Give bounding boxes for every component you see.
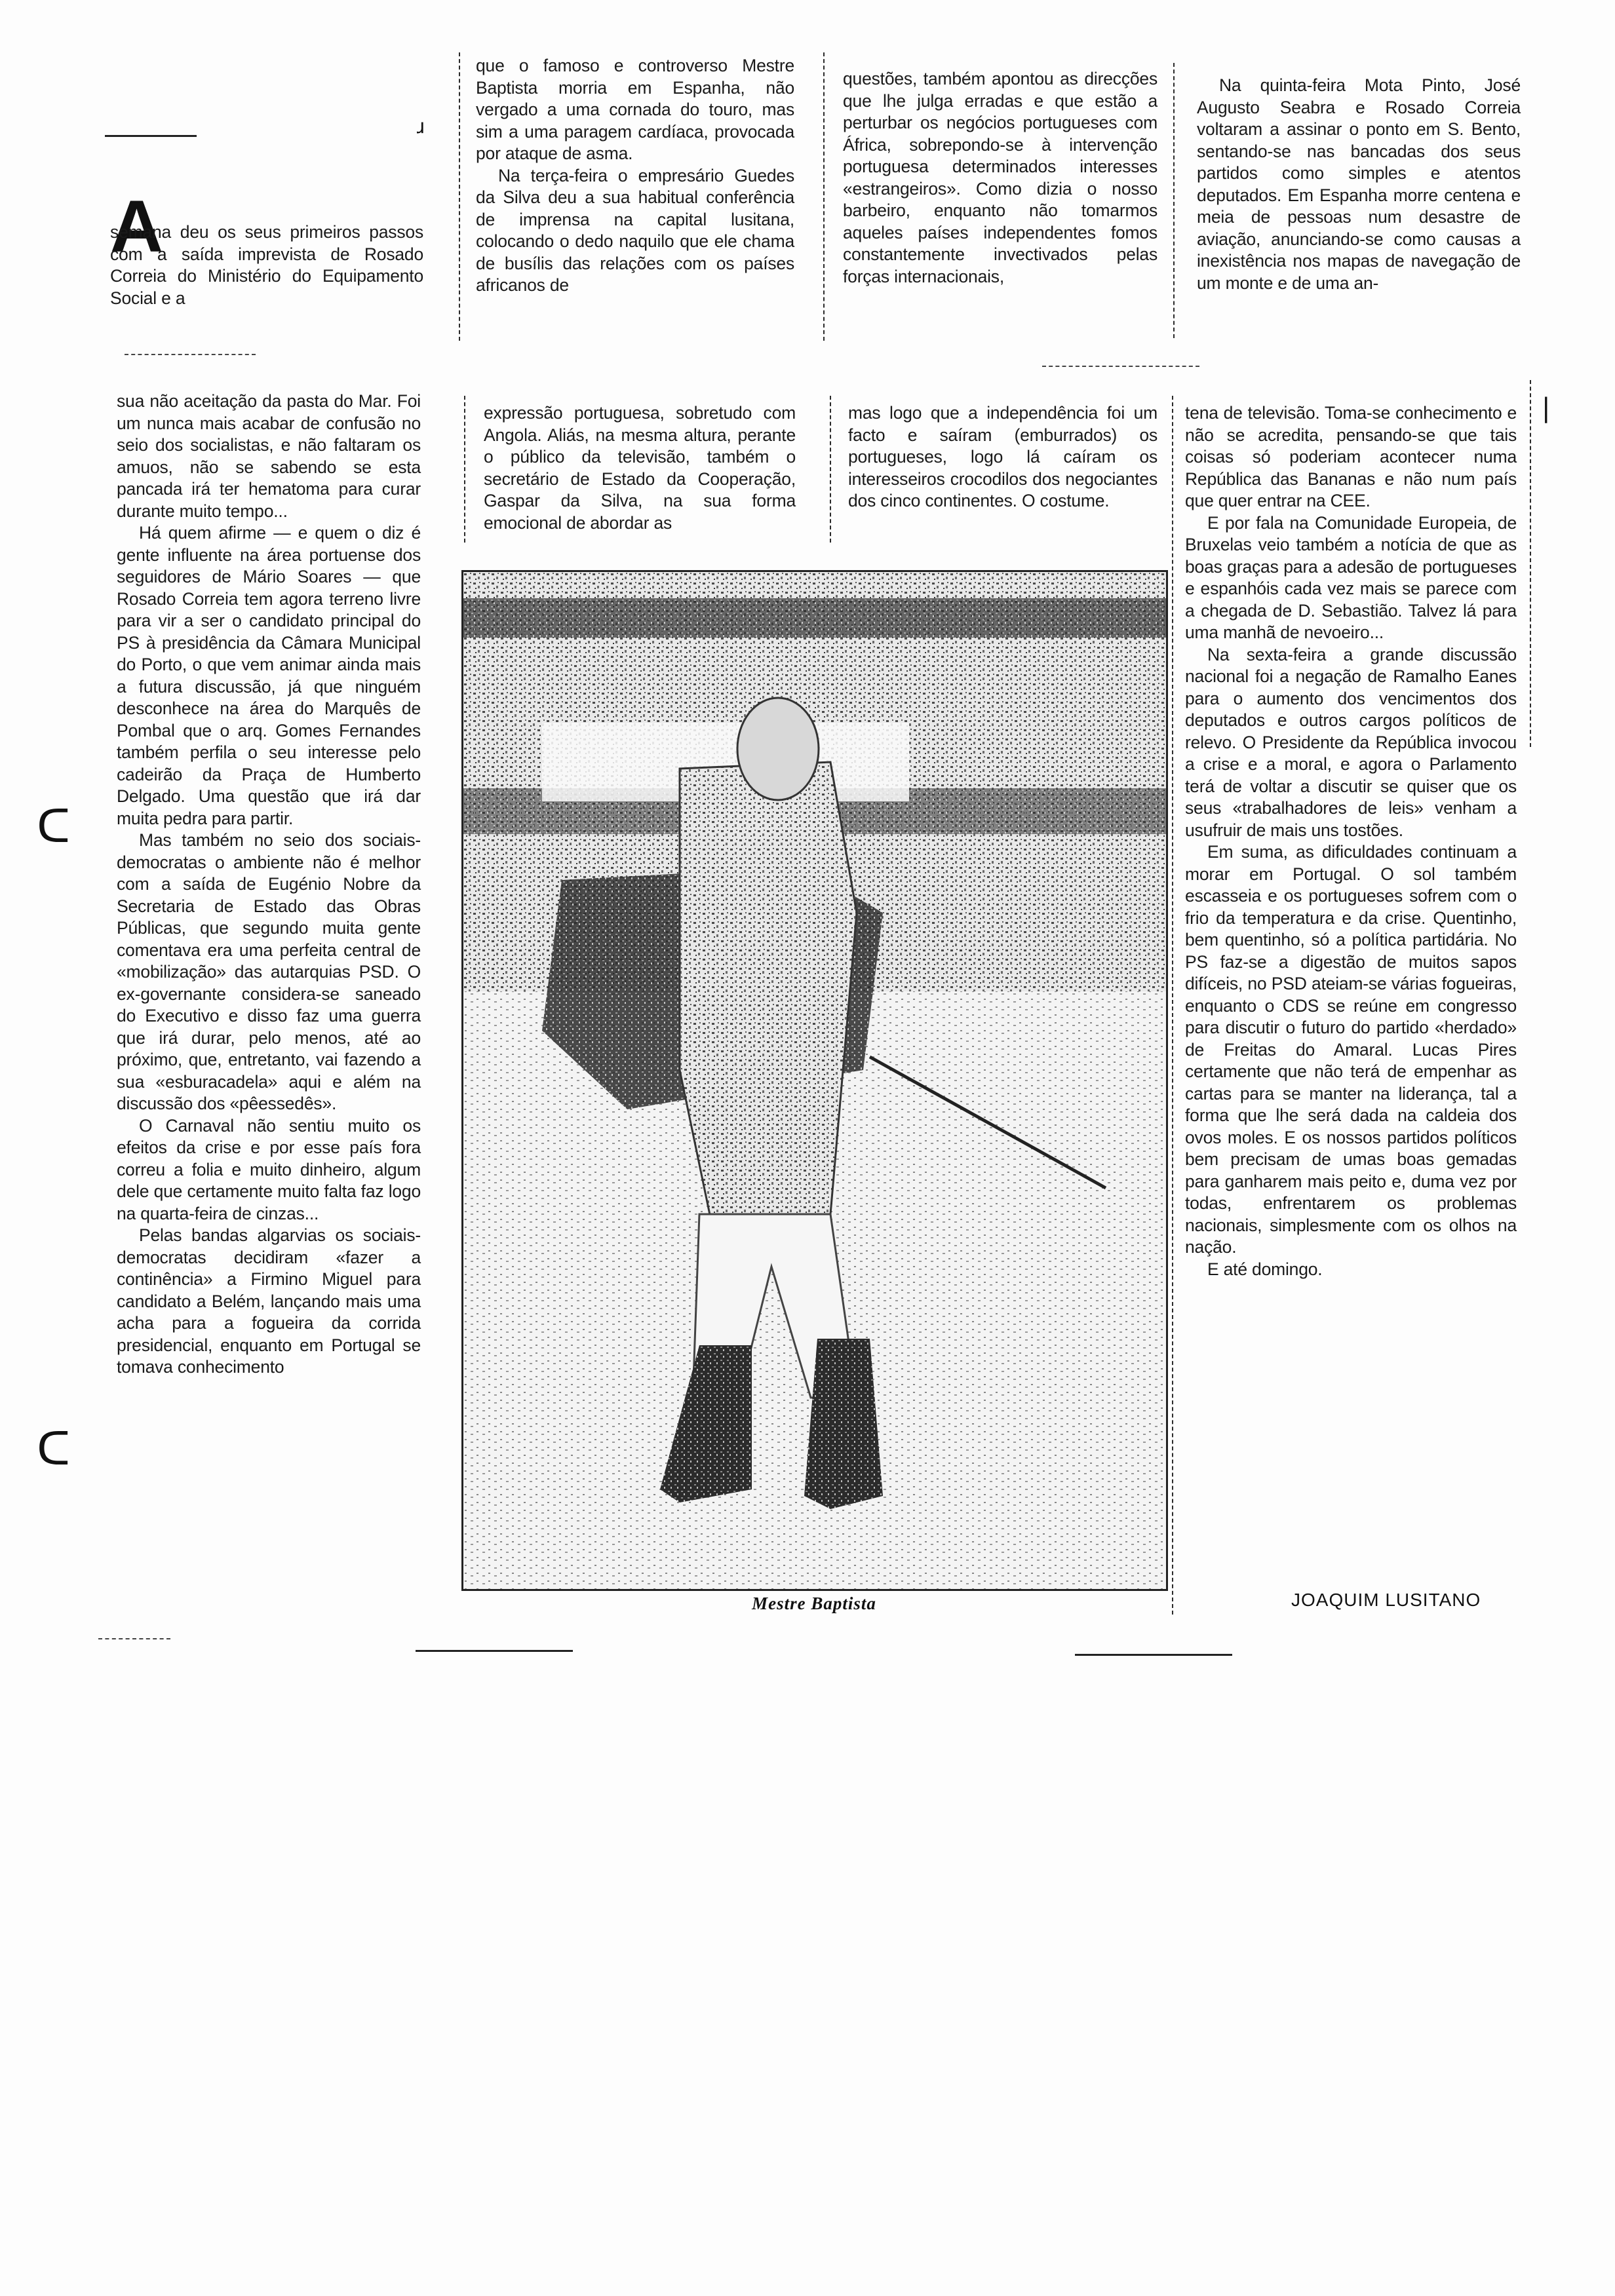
column-1-main	[117, 391, 421, 1379]
paragraph: Em suma, as dificuldades continuam a morar em Portugal. O sol também escasseia e os portugueses sofrem com o frio da temperatura e da crise. Quentinho, bem quentinho, só a política partidária. No PS faz-se a digestão de muitos sapos difíceis, no PSD ateiam-se várias fogueiras, enquanto o CDS se reúne em congresso para discutir o futuro do partido «herdado» de Freitas do Amaral. Lucas Pires certamente que não terá de empenhar as cartas para se manter na liderança, tal a forma que lhe será dada na caldeia dos ovos moles. E os nossos partidos políticos bem precisam de umas boas gemadas para ganharem mais peito e, duma vez por todas, enfrentarem os problemas nacionais, simplesmente com os olhos na nação.	[1185, 842, 1517, 1257]
column-rule	[830, 396, 831, 543]
photo-caption: Mestre Baptista	[752, 1594, 876, 1613]
column-4-top	[1197, 75, 1521, 294]
paragraph: Na quinta-feira Mota Pinto, José Augusto Seabra e Rosado Correia voltaram a assinar o ponto em S. Bento, sentando-se nas bancadas dos seus partidos como simples e atentos deputados. Em Espanha morre centena e meia de pessoas num desastre de aviação, anunciando-se como causas a inexistência nos mapas de navegação de um monte e de uma an-	[1197, 75, 1521, 293]
column-2-top	[476, 55, 794, 297]
paragraph: semana deu os seus primeiros passos com a saída imprevista de Rosado Correia do Ministério do Equipamento Social e a	[110, 222, 423, 308]
paragraph: Na sexta-feira a grande discussão nacional foi a negação de Ramalho Eanes para o aumento dos vencimentos dos deputados e outros cargos políticos de relevo. O Presidente da República invocou a crise e a moral, e agora o Parlamento terá de voltar a discutir se quiser que os seus «trabalhadores de leis» venham a usufruir de mais uns tostões.	[1185, 644, 1517, 840]
paragraph: expressão portuguesa, sobretudo com Angola. Aliás, na mesma altura, perante o público da televisão, também o secretário de Estado da Cooperação, Gaspar da Silva, na sua forma emocional de abordar as	[484, 403, 796, 533]
footer-rule	[98, 1638, 170, 1639]
edge-mark: |	[1542, 393, 1551, 423]
paragraph: sua não aceitação da pasta do Mar. Foi um nunca mais acabar de confusão no seio dos socialistas, e não faltaram os amuos, não se sabendo se esta pancada irá ter hematoma para curar durante muito tempo...	[117, 391, 421, 521]
column-rule	[1172, 396, 1173, 1615]
footer-rule	[1075, 1654, 1232, 1656]
paragraph: mas logo que a independência foi um facto e saíram (emburrados) os portugueses, logo lá caíram os interesseiros crocodilos dos negociantes dos cinco continentes. O costume.	[848, 403, 1158, 510]
section-rule	[125, 354, 256, 355]
paragraph: questões, também apontou as direcções que lhe julga erradas e que estão a perturbar os negócios portugueses com África, sobrepondo-se à intervenção portuguesa determinados interesses «estrangeiros». Como dizia o nosso barbeiro, enquanto não tomarmos aqueles países independentes fomos constantemente invectivados pelas forças internacionais,	[843, 69, 1158, 286]
header-rule-left	[105, 135, 197, 137]
corner-mark-top: ɹ	[417, 115, 425, 138]
author-byline: JOAQUIM LUSITANO	[1291, 1590, 1481, 1610]
paragraph: tena de televisão. Toma-se conhecimento e não se acredita, pensando-se que tais coisas só poderiam acontecer numa República das Bananas e não num país que quer entrar na CEE.	[1185, 403, 1517, 510]
column-rule	[823, 52, 825, 341]
footer-rule	[416, 1650, 573, 1652]
bullfighter-photo	[461, 570, 1168, 1591]
binder-hole-mark: ᑕ	[37, 1422, 71, 1476]
drop-cap: A	[110, 185, 163, 267]
column-4-main	[1185, 402, 1517, 1280]
section-rule	[1042, 366, 1199, 367]
paragraph: Há quem afirme — e quem o diz é gente influente na área portuense dos seguidores de Mário Soares — que Rosado Correia tem agora terreno livre para vir a ser o candidato principal do PS à presidência da Câmara Municipal do Porto, o que vem animar ainda mais a futura discussão, já que ninguém desconhece na área do Marquês de Pombal que o arq. Gomes Fernandes também perfila o seu interesse pelo cadeirão da Praça de Humberto Delgado. Uma questão que irá dar muita pedra para partir.	[117, 523, 421, 828]
paragraph: E até domingo.	[1207, 1259, 1323, 1279]
paragraph: Pelas bandas algarvias os sociais-democratas decidiram «fazer a continência» a Firmino Miguel para candidato a Belém, lançando mais uma acha para a fogueira da corrida presidencial, enquanto em Portugal se tomava conhecimento	[117, 1225, 421, 1377]
column-rule	[464, 396, 465, 543]
column-1-top	[110, 221, 423, 309]
column-rule	[459, 52, 460, 341]
bullfighter-with-cape-photo	[463, 572, 1166, 1589]
column-2-mid	[484, 402, 796, 534]
paragraph: Na terça-feira o empresário Guedes da Silva deu a sua habitual conferência de imprensa na capital lusitana, colocando o dedo naquilo que ele chama de busílis das relações com os países africanos de	[476, 165, 794, 295]
column-rule	[1530, 380, 1531, 747]
paragraph: que o famoso e controverso Mestre Baptista morria em Espanha, não vergado a uma cornada do touro, mas sim a uma paragem cardíaca, provocada por ataque de asma.	[476, 56, 794, 163]
binder-hole-mark: ᑕ	[37, 799, 71, 853]
column-rule	[1173, 63, 1175, 338]
paragraph: O Carnaval não sentiu muito os efeitos da crise e por esse país fora correu a folia e muito dinheiro, algum dele que certamente muito falta faz logo na quarta-feira de cinzas...	[117, 1115, 421, 1223]
paragraph: Mas também no seio dos sociais-democratas o ambiente não é melhor com a saída de Eugénio Nobre da Secretaria de Estado das Obras Públicas, que segundo muita gente comentava era uma perfeita central de «mobilização» das autarquias PSD. O ex-governante considera-se saneado do Executivo e disso faz uma guerra que irá durar, pelo menos, até ao próximo, que, entretanto, vai fazendo a sua «esburacadela» aqui e além na discussão dos «pêessedês».	[117, 830, 421, 1113]
column-3-mid	[848, 402, 1158, 512]
paragraph: E por fala na Comunidade Europeia, de Bruxelas veio também a notícia de que as boas graças para a adesão de portugueses e espanhóis cada vez mais se parece com a chegada de D. Sebastião. Talvez lá para uma manhã de nevoeiro...	[1185, 512, 1517, 642]
column-3-top	[843, 68, 1158, 288]
